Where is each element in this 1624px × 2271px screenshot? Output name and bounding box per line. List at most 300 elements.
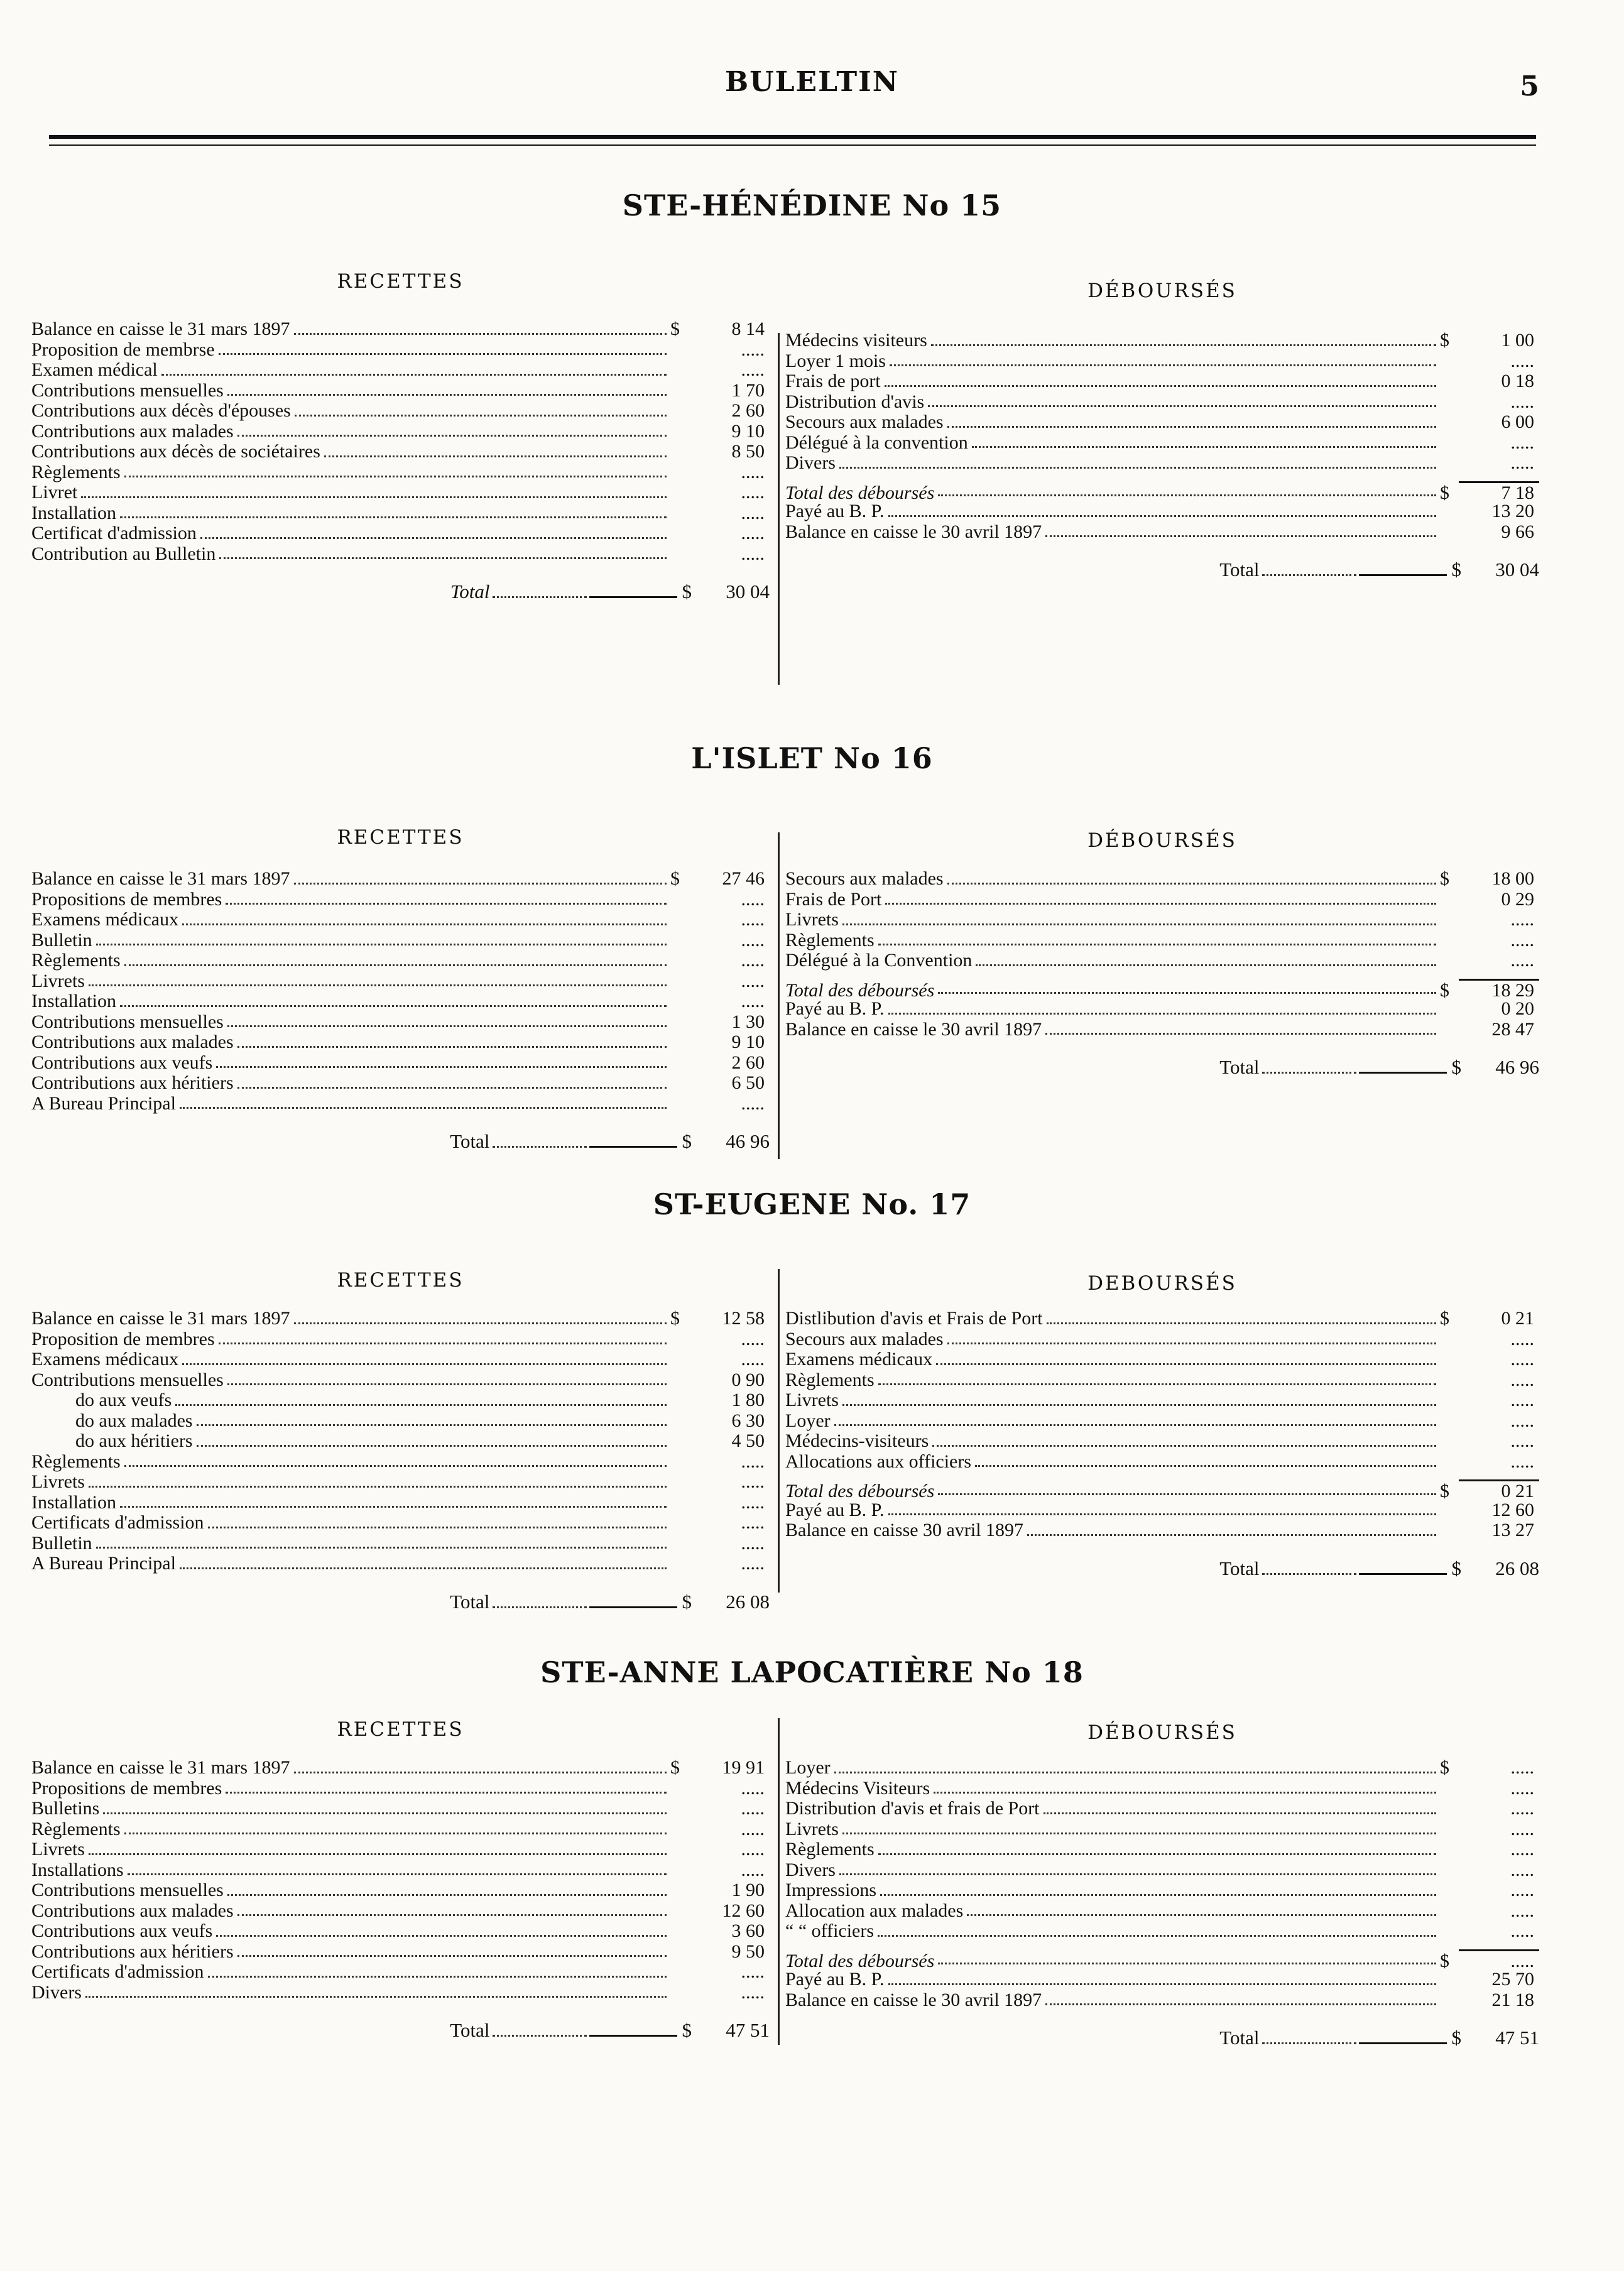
row-amount: ..... (1510, 950, 1534, 971)
leader-dots (936, 1354, 1436, 1365)
row-amount: ..... (1510, 452, 1534, 473)
column-divider (778, 1718, 780, 2045)
leader-dots (878, 1844, 1436, 1855)
leader-dots (89, 1477, 667, 1488)
leader-dots (938, 486, 1436, 496)
row-amount: 13 20 (1491, 501, 1534, 521)
row-label: Livrets (31, 1471, 85, 1492)
leader-dots (938, 983, 1436, 994)
ledger-row (785, 1370, 1539, 1391)
leader-dots (880, 1885, 1436, 1896)
row-label: Règlements (31, 461, 121, 482)
row-amount: ..... (741, 482, 765, 503)
ledger-row (785, 453, 1539, 474)
leader-dots (888, 1004, 1437, 1015)
row-label: Distribution d'avis (785, 391, 925, 412)
row-amount: ..... (741, 461, 765, 482)
row-label: Propositions de membres (31, 1777, 222, 1799)
recettes-heading: RECETTES (337, 826, 464, 849)
row-amount: 6 00 (1501, 411, 1534, 432)
section-title: STE-ANNE LAPOCATIÈRE No 18 (540, 1655, 1084, 1689)
row-amount: ..... (741, 1961, 765, 1982)
recettes-ledger (31, 319, 770, 603)
row-label: Divers (785, 452, 836, 473)
leader-dots (934, 1783, 1436, 1794)
row-label: Bulletin (31, 1532, 92, 1554)
row-label: Examens médicaux (31, 1349, 179, 1370)
total-amount: 26 08 (1495, 1557, 1539, 1579)
row-amount: 25 70 (1491, 1969, 1534, 1990)
debourses-heading: DÉBOURSÉS (1087, 829, 1237, 852)
running-title: BULELTIN (725, 66, 899, 98)
total-amount: 26 08 (726, 1590, 770, 1613)
row-amount: 1 70 (731, 379, 765, 401)
currency-sign: $ (1440, 330, 1449, 351)
row-label: Contributions aux décès de sociétaires (31, 441, 320, 462)
ledger-row (785, 371, 1539, 392)
ledger-row (31, 1329, 770, 1350)
leader-dots (89, 1844, 667, 1855)
total-label: Total (1219, 1056, 1260, 1078)
row-label: Contributions aux décès d'épouses (31, 400, 291, 421)
ledger-row (31, 1472, 770, 1493)
debourses-ledger (785, 330, 1539, 581)
leader-dots (1262, 2034, 1356, 2044)
leader-dots (493, 1598, 587, 1608)
total-rule (589, 2026, 677, 2037)
ledger-row (31, 1799, 770, 1819)
ledger-row (785, 433, 1539, 454)
row-label: Balance en caisse le 31 mars 1897 (31, 868, 290, 889)
leader-dots (208, 1967, 667, 1978)
leader-dots (842, 1395, 1436, 1406)
row-amount: ..... (1510, 1390, 1534, 1410)
ledger-row (785, 1880, 1539, 1901)
leader-dots (938, 1954, 1436, 1964)
ledger-row (31, 523, 770, 544)
leader-dots (237, 1037, 667, 1048)
ledger-row (785, 1839, 1539, 1860)
debourses-column (785, 280, 1539, 581)
total-rule (589, 1137, 677, 1148)
currency-sign: $ (1451, 2027, 1461, 2049)
row-label: Règlements (785, 1369, 875, 1390)
row-amount: ..... (741, 339, 765, 360)
leader-dots (219, 1334, 667, 1344)
ledger-row (31, 401, 770, 422)
leader-dots (976, 956, 1436, 966)
leader-dots (324, 447, 667, 457)
row-label: Livrets (785, 909, 839, 930)
ledger-row (785, 1778, 1539, 1799)
row-amount: 13 27 (1491, 1520, 1534, 1540)
row-label: Médecins-visiteurs (785, 1430, 929, 1451)
ledger-row (785, 1411, 1539, 1432)
row-label: do aux malades (75, 1410, 193, 1431)
ledger-row (31, 1513, 770, 1533)
section-title: L'ISLET No 16 (691, 741, 933, 775)
row-amount: 1 30 (731, 1011, 765, 1032)
header-rule (49, 135, 1536, 139)
row-label: Contributions aux malades (31, 1900, 234, 1921)
row-label: Contributions aux malades (31, 1032, 234, 1052)
row-label: Secours aux malades (785, 1328, 944, 1349)
debourses-column (785, 1272, 1539, 1580)
row-label: Installation (31, 1491, 116, 1513)
ledger-row (31, 482, 770, 503)
row-amount: 27 46 (722, 868, 765, 889)
ledger-row (31, 1962, 770, 1983)
row-label: Allocations aux officiers (785, 1451, 972, 1472)
leader-dots (294, 1314, 667, 1324)
ledger-row (31, 462, 770, 483)
leader-dots (124, 1456, 667, 1467)
row-amount: 2 60 (731, 400, 765, 421)
ledger-row (31, 1390, 770, 1411)
row-amount: ..... (1510, 1880, 1534, 1900)
ledger-row (785, 1969, 1539, 1990)
ledger-row (31, 422, 770, 442)
row-label: Contributions aux veufs (31, 1920, 213, 1941)
total-rule (1359, 1564, 1447, 1575)
row-label: Contributions aux malades (31, 420, 234, 442)
ledger-row (31, 1012, 770, 1033)
ledger-row (31, 910, 770, 930)
subtotal-row (785, 1949, 1539, 1970)
row-amount: ..... (741, 1859, 765, 1880)
row-amount: ..... (1510, 1369, 1534, 1390)
row-label: Contributions mensuelles (31, 1880, 224, 1900)
total-rule (589, 587, 677, 598)
column-divider (778, 1269, 780, 1593)
row-label: Proposition de membrse (31, 339, 215, 360)
ledger-row (31, 971, 770, 992)
debourses-heading: DÉBOURSÉS (1087, 280, 1237, 302)
row-label: Total des déboursés (785, 979, 935, 1001)
row-label: Frais de Port (785, 888, 882, 910)
row-label: Certificats d'admission (31, 1961, 204, 1982)
leader-dots (182, 1354, 667, 1365)
row-amount: ..... (741, 991, 765, 1011)
leader-dots (1045, 1995, 1436, 2005)
currency-sign: $ (670, 1757, 680, 1778)
row-amount: ..... (1510, 1410, 1534, 1431)
leader-dots (878, 1375, 1436, 1385)
leader-dots (128, 1865, 667, 1875)
page-header (0, 0, 1624, 170)
row-amount: ..... (741, 970, 765, 991)
row-label: Bulletins (31, 1798, 100, 1819)
ledger-row (785, 1349, 1539, 1370)
currency-sign: $ (682, 1130, 692, 1152)
header-rule-thin (49, 144, 1536, 146)
row-label: Délégué à la convention (785, 432, 968, 453)
row-label: Délégué à la Convention (785, 950, 973, 971)
ledger-row (31, 1880, 770, 1901)
ledger-row (31, 1778, 770, 1799)
row-label: Balance en caisse le 30 avril 1897 (785, 521, 1042, 542)
leader-dots (932, 1436, 1436, 1447)
currency-sign: $ (682, 2019, 692, 2041)
debourses-ledger (785, 1758, 1539, 2049)
row-label: Loyer (785, 1410, 831, 1431)
row-label: Payé au B. P. (785, 1969, 885, 1990)
leader-dots (175, 1395, 667, 1406)
leader-dots (197, 1415, 667, 1426)
leader-dots (1045, 1024, 1436, 1035)
leader-dots (124, 1824, 667, 1834)
total-row (31, 580, 770, 603)
row-label: Installations (31, 1859, 124, 1880)
recettes-column (31, 270, 770, 603)
row-label: Livrets (31, 970, 85, 991)
row-amount: ..... (1510, 1451, 1534, 1472)
row-amount: 19 91 (722, 1757, 765, 1778)
total-amount: 30 04 (726, 580, 770, 602)
currency-sign: $ (1451, 1056, 1461, 1078)
total-label: Total (450, 1590, 490, 1613)
currency-sign: $ (670, 1308, 680, 1329)
ledger-row (785, 1758, 1539, 1778)
ledger-row (785, 1819, 1539, 1840)
section-title: STE-HÉNÉDINE No 15 (622, 188, 1002, 222)
row-amount: 12 60 (1491, 1499, 1534, 1520)
row-amount: ..... (741, 1512, 765, 1533)
row-amount: 0 18 (1501, 371, 1534, 391)
row-amount: ..... (1510, 432, 1534, 453)
row-amount: ..... (741, 1349, 765, 1370)
leader-dots (972, 437, 1436, 448)
currency-sign: $ (1451, 1557, 1461, 1579)
row-label: Payé au B. P. (785, 501, 885, 521)
row-label: Contributions aux héritiers (31, 1941, 234, 1962)
row-amount: ..... (741, 1092, 765, 1114)
row-amount: 28 47 (1491, 1018, 1534, 1040)
debourses-heading: DÉBOURSÉS (1087, 1721, 1237, 1744)
ledger-row (785, 869, 1539, 890)
ledger-row (785, 501, 1539, 522)
row-amount: ..... (741, 1981, 765, 2003)
ledger-row (31, 930, 770, 951)
leader-dots (1044, 1804, 1436, 1814)
column-divider (778, 832, 780, 1159)
leader-dots (1262, 1564, 1356, 1575)
row-label: Divers (31, 1981, 82, 2003)
row-amount: 6 30 (731, 1410, 765, 1431)
row-amount: ..... (741, 1798, 765, 1819)
row-amount: ..... (1510, 1818, 1534, 1839)
currency-sign: $ (1440, 1950, 1449, 1971)
row-label: Contributions aux veufs (31, 1052, 213, 1073)
ledger-row (31, 544, 770, 565)
row-amount: ..... (741, 950, 765, 971)
row-amount: 9 66 (1501, 521, 1534, 542)
row-label: Allocation aux malades (785, 1900, 964, 1921)
row-label: Balance en caisse le 30 avril 1897 (785, 1018, 1042, 1040)
leader-dots (96, 1538, 667, 1549)
leader-dots (885, 376, 1436, 387)
row-amount: 3 60 (731, 1920, 765, 1941)
leader-dots (842, 1824, 1436, 1834)
leader-dots (103, 1804, 667, 1814)
row-amount: 0 29 (1501, 888, 1534, 910)
row-label: Règlements (31, 950, 121, 971)
leader-dots (237, 1905, 667, 1916)
leader-dots (216, 1057, 667, 1068)
leader-dots (878, 1926, 1436, 1937)
row-label: Livret (31, 482, 78, 503)
subtotal-row (785, 979, 1539, 999)
row-label: Frais de port (785, 371, 881, 391)
currency-sign: $ (670, 319, 680, 339)
ledger-row (785, 890, 1539, 910)
row-amount: ..... (1510, 1798, 1534, 1819)
row-label: Proposition de membres (31, 1328, 215, 1349)
leader-dots (294, 874, 667, 885)
leader-dots (85, 1987, 667, 1998)
row-label: Propositions de membres (31, 888, 222, 910)
ledger-row (785, 1329, 1539, 1350)
total-rule (1359, 1063, 1447, 1074)
recettes-column (31, 1718, 770, 2042)
currency-sign: $ (1440, 1481, 1449, 1501)
ledger-row (31, 1452, 770, 1473)
total-row (785, 558, 1539, 581)
leader-dots (1045, 526, 1436, 537)
currency-sign: $ (1440, 868, 1449, 889)
ledger-row (31, 1349, 770, 1370)
ledger-row (31, 503, 770, 524)
leader-dots (947, 1334, 1436, 1344)
currency-sign: $ (670, 868, 680, 889)
leader-dots (216, 1926, 667, 1937)
leader-dots (295, 406, 667, 417)
leader-dots (96, 935, 667, 945)
row-label: Total des déboursés (785, 482, 935, 503)
row-amount: ..... (741, 888, 765, 910)
row-label: Règlements (31, 1818, 121, 1839)
recettes-ledger (31, 1758, 770, 2042)
total-label: Total (450, 1130, 490, 1152)
leader-dots (928, 396, 1436, 407)
row-label: Balance en caisse le 31 mars 1897 (31, 1757, 290, 1778)
ledger-row (785, 1921, 1539, 1942)
row-label: Contributions aux héritiers (31, 1072, 234, 1093)
row-amount: ..... (741, 543, 765, 564)
row-label: Contribution au Bulletin (31, 543, 216, 564)
ledger-row (31, 869, 770, 890)
row-amount: 9 10 (731, 420, 765, 442)
row-amount: ..... (741, 1451, 765, 1472)
total-row (785, 2027, 1539, 2049)
row-amount: 8 50 (731, 441, 765, 462)
total-amount: 47 51 (1495, 2027, 1539, 2049)
subtotal-row (785, 1479, 1539, 1500)
row-amount: ..... (741, 523, 765, 543)
ledger-row (31, 1309, 770, 1329)
leader-dots (885, 894, 1436, 905)
row-label: do aux héritiers (75, 1430, 193, 1451)
row-label: Certificats d'admission (31, 1512, 204, 1533)
row-amount: ..... (741, 1777, 765, 1799)
row-label: Divers (785, 1859, 836, 1880)
total-amount: 30 04 (1495, 558, 1539, 580)
section-title: ST-EUGENE No. 17 (653, 1187, 971, 1221)
row-label: Balance en caisse le 30 avril 1897 (785, 1989, 1042, 2010)
leader-dots (208, 1518, 667, 1528)
ledger-row (785, 1500, 1539, 1521)
row-label: “ “ officiers (785, 1920, 875, 1941)
column-divider (778, 333, 780, 685)
currency-sign: $ (1440, 1308, 1449, 1329)
leader-dots (878, 935, 1436, 945)
row-label: Contributions mensuelles (31, 379, 224, 401)
leader-dots (124, 956, 667, 966)
ledger-row (31, 1431, 770, 1452)
ledger-row (31, 1032, 770, 1053)
leader-dots (967, 1905, 1436, 1916)
row-label: do aux veufs (75, 1390, 172, 1410)
leader-dots (227, 1016, 667, 1027)
row-amount: ..... (1510, 1900, 1534, 1921)
row-label: Livrets (31, 1839, 85, 1860)
row-amount: ..... (741, 1532, 765, 1554)
recettes-ledger (31, 1309, 770, 1613)
row-amount: ..... (741, 1491, 765, 1513)
total-rule (1359, 2034, 1447, 2044)
leader-dots (888, 1505, 1437, 1515)
row-label: A Bureau Principal (31, 1092, 176, 1114)
leader-dots (227, 1375, 667, 1385)
row-amount: ..... (1510, 391, 1534, 412)
ledger-row (31, 360, 770, 381)
row-label: Total des déboursés (785, 1481, 935, 1501)
row-amount: 18 00 (1491, 868, 1534, 889)
ledger-row (785, 330, 1539, 351)
total-label: Total (1219, 1557, 1260, 1579)
row-amount: ..... (1510, 1920, 1534, 1941)
leader-dots (124, 467, 667, 477)
recettes-heading: RECETTES (337, 1718, 464, 1741)
leader-dots (219, 344, 667, 355)
debourses-column (785, 1721, 1539, 2049)
row-amount: ..... (1510, 1859, 1534, 1880)
row-amount: ..... (1459, 1949, 1539, 1972)
row-label: Examen médical (31, 359, 158, 380)
row-amount: 1 80 (731, 1390, 765, 1410)
ledger-row (31, 991, 770, 1012)
leader-dots (493, 1137, 587, 1148)
leader-dots (839, 458, 1436, 469)
row-amount: 4 50 (731, 1430, 765, 1451)
ledger-row (31, 1073, 770, 1094)
ledger-row (785, 930, 1539, 951)
row-amount: ..... (1510, 1349, 1534, 1370)
debourses-heading: DEBOURSÉS (1087, 1272, 1237, 1295)
ledger-row (785, 412, 1539, 433)
ledger-row (31, 319, 770, 340)
row-label: Livrets (785, 1818, 839, 1839)
row-label: Secours aux malades (785, 411, 944, 432)
total-row (31, 1130, 770, 1153)
ledger-row (31, 1819, 770, 1840)
leader-dots (834, 1415, 1436, 1426)
leader-dots (161, 365, 667, 376)
leader-dots (237, 1946, 667, 1957)
total-row (31, 2019, 770, 2042)
row-amount: 8 14 (731, 319, 765, 339)
total-amount: 47 51 (726, 2019, 770, 2041)
